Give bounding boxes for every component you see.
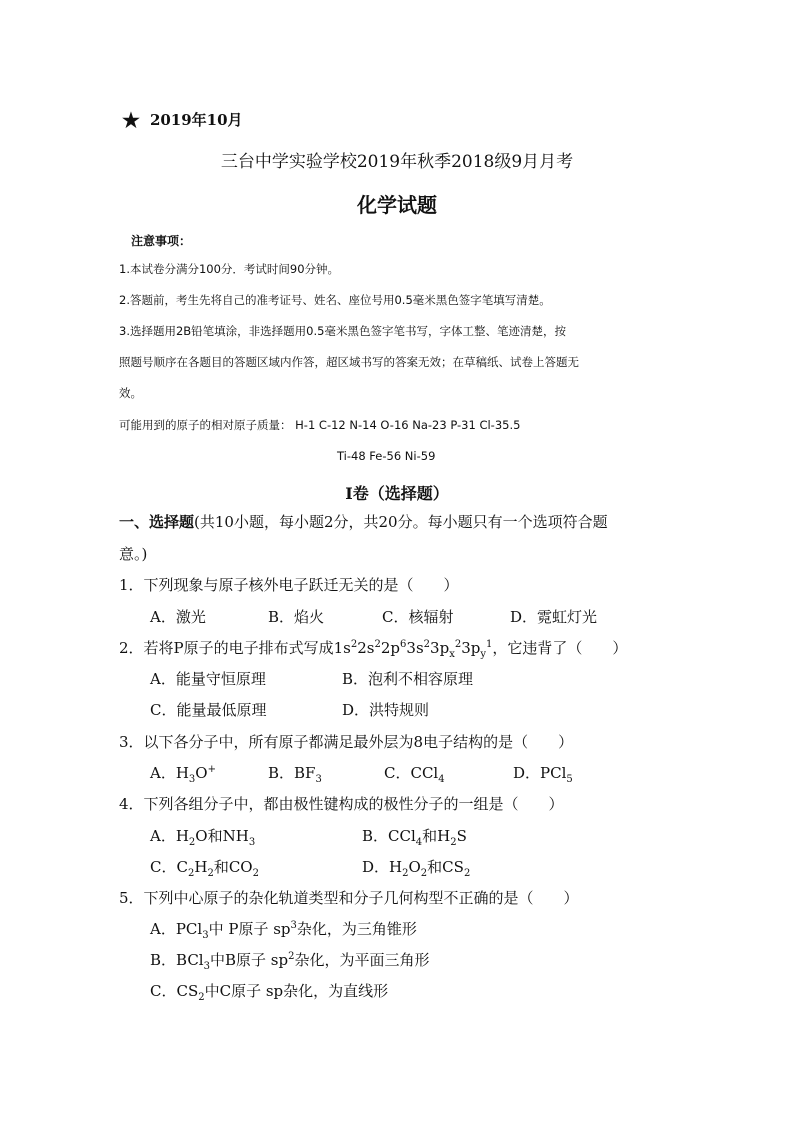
- q1-option-d: D．霓虹灯光: [510, 608, 598, 626]
- part-label: 一、选择题: [119, 513, 195, 531]
- note-item-3-line-2: 照题号顺序在各题目的答题区域内作答，超区域书写的答案无效；在草稿纸、试卷上答题无: [119, 355, 579, 369]
- question-5-stem: 5．下列中心原子的杂化轨道类型和分子几何构型不正确的是（ ）: [119, 889, 579, 907]
- q3-option-b: B．$BF_3$: [268, 764, 322, 785]
- q2-stem-post: ，它违背了（ ）: [492, 639, 628, 657]
- q5-option-c: C．$CS_2$中C原子 sp杂化，为直线形: [150, 982, 389, 1003]
- star-icon: ★: [122, 108, 140, 132]
- q2-stem-pre: 2．若将P原子的电子排布式写成: [119, 639, 334, 657]
- q1-option-c: C．核辐射: [382, 608, 454, 626]
- q2-option-a: A．能量守恒原理: [150, 670, 266, 688]
- subject-title: 化学试题: [357, 193, 437, 217]
- note-item-3-line-3: 效。: [119, 386, 142, 400]
- question-4-stem: 4．下列各组分子中，都由极性键构成的极性分子的一组是（ ）: [119, 795, 564, 813]
- q2-option-c: C．能量最低原理: [150, 701, 267, 719]
- part-desc-1: (共10小题，每小题2分，共20分。每小题只有一个选项符合题: [194, 513, 608, 531]
- atomic-mass-line-2: Ti-48 Fe-56 Ni-59: [337, 449, 436, 463]
- note-item-3-line-1: 3.选择题用2B铅笔填涂，非选择题用0.5毫米黑色签字笔书写，字体工整、笔迹清楚，按: [119, 324, 566, 338]
- part-description: [119, 511, 608, 532]
- notes-heading: 注意事项：: [131, 234, 192, 248]
- question-2-stem: [119, 637, 627, 658]
- electron-configuration: $1s^22s^22p^63s^23p_x^23p_y^1$: [333, 639, 493, 660]
- exam-date-line: [122, 108, 243, 132]
- q4-option-d: D．$H_2O_2$和$CS_2$: [362, 858, 471, 879]
- q4-option-a: A．$H_2O$和$NH_3$: [150, 827, 256, 848]
- q1-option-b: B．焰火: [268, 608, 325, 626]
- note-item-2: 2.答题前，考生先将自己的准考证号、姓名、座位号用0.5毫米黑色签字笔填写清楚。: [119, 293, 551, 307]
- exam-date: 2019年10月: [149, 111, 243, 129]
- q2-option-d: D．洪特规则: [342, 701, 430, 719]
- atomic-mass-line-1: 可能用到的原子的相对原子质量： H-1 C-12 N-14 O-16 Na-23 P-31 Cl-35.5: [119, 418, 521, 432]
- q3-option-c: C．CCl$_4$: [384, 764, 445, 785]
- q3-option-a: A．$H_3O^+$: [150, 764, 216, 785]
- q5-option-a: A．PCl$_3$中 P原子 $sp^3$杂化，为三角锥形: [150, 920, 417, 941]
- q1-option-a: A．激光: [150, 608, 206, 626]
- question-1-stem: 1．下列现象与原子核外电子跃迁无关的是（ ）: [119, 576, 459, 594]
- section-title: Ⅰ卷（选择题）: [345, 484, 449, 503]
- question-3-stem: 3．以下各分子中，所有原子都满足最外层为8电子结构的是（ ）: [119, 733, 574, 751]
- exam-title: 三台中学实验学校2019年秋季2018级9月月考: [220, 152, 574, 172]
- q2-option-b: B．泡利不相容原理: [342, 670, 474, 688]
- part-desc-2: 意。): [119, 545, 148, 563]
- q4-option-c: C．$C_2H_2$和$CO_2$: [150, 858, 259, 879]
- note-item-1: 1.本试卷分满分100分．考试时间90分钟。: [119, 262, 340, 276]
- q4-option-b: B．CCl$_4$和$H_2S$: [362, 827, 467, 848]
- q5-option-b: B．BCl$_3$中B原子 $sp^2$杂化，为平面三角形: [150, 951, 430, 972]
- q3-option-d: D．PCl$_5$: [513, 764, 573, 785]
